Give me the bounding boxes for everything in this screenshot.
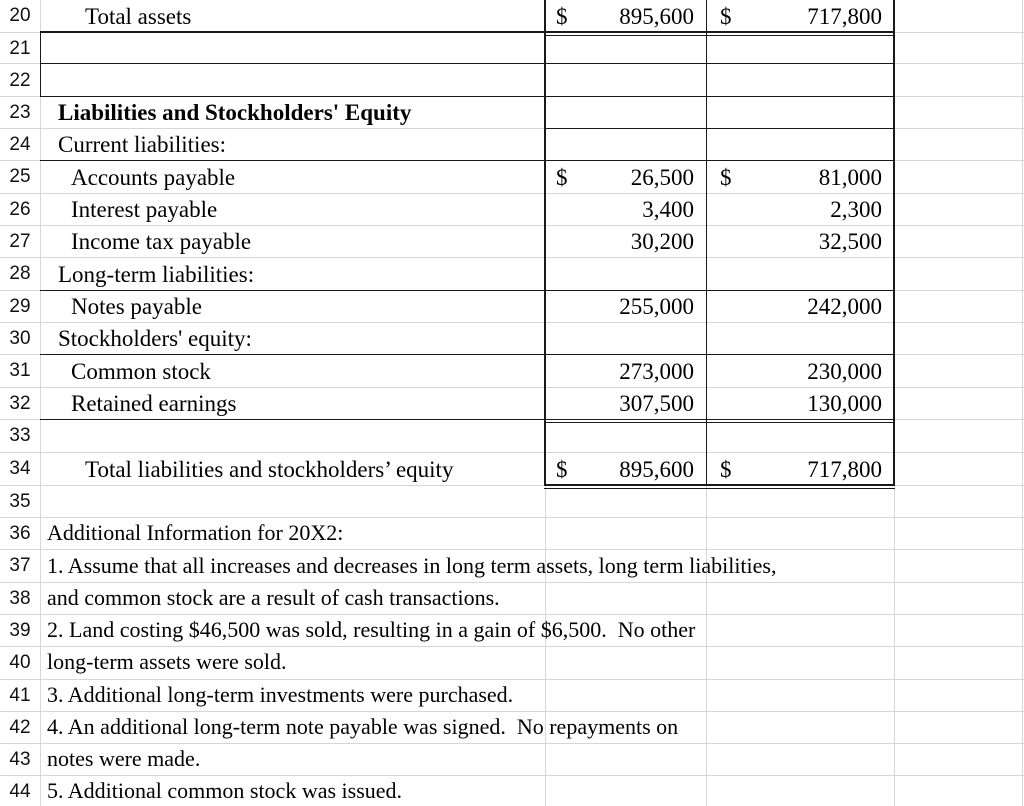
row-number: 33 [9,425,31,446]
row-28 [0,257,1024,290]
row-number: 24 [9,134,31,155]
value-current-year: 30,200 [630,229,694,254]
value-prior-year: 717,800 [807,4,882,29]
row-35 [0,485,1024,517]
value-current-year: 895,600 [619,4,694,29]
row-38 [0,582,1024,614]
subsection-label: Stockholders' equity: [58,326,252,351]
row-27 [0,225,1024,257]
row-40 [0,646,1024,679]
row-number: 41 [9,685,31,706]
subsection-label: Long-term liabilities: [58,262,255,287]
row-44 [0,775,1024,806]
label-interest-payable: Interest payable [71,197,218,222]
label-total-assets: Total assets [85,4,192,29]
row-number: 42 [9,717,31,738]
dollar-sign: $ [720,4,732,29]
value-current-year: 307,500 [619,391,694,416]
label-total-liabilities-equity: Total liabilities and stockholders’ equity [85,457,454,482]
row-number: 32 [9,393,31,414]
value-current-year: 26,500 [630,165,694,190]
row-number: 28 [9,263,31,284]
row-37 [0,549,1024,582]
row-25 [0,160,1024,193]
row-number: 40 [9,652,31,673]
subsection-label: Current liabilities: [58,132,226,157]
row-26 [0,193,1024,225]
row-21 [0,32,1024,64]
row-31 [0,354,1024,387]
label-common-stock: Common stock [71,359,211,384]
label-income-tax-payable: Income tax payable [71,229,252,254]
label-retained-earnings: Retained earnings [71,391,237,416]
row-number: 44 [9,781,31,802]
row-34 [0,452,1024,485]
note-line: 4. An additional long-term note payable was signed. No repayments on [47,714,679,739]
row-23 [0,96,1024,128]
dollar-sign: $ [556,165,568,190]
note-line: 3. Additional long-term investments were purchased. [47,682,514,707]
row-number: 26 [9,199,31,220]
note-line: 5. Additional common stock was issued. [47,778,403,803]
dollar-sign: $ [720,165,732,190]
row-number: 35 [9,491,31,512]
row-number: 38 [9,588,31,609]
note-line: and common stock are a result of cash transactions. [47,585,500,610]
row-number: 34 [9,458,31,479]
row-32 [0,387,1024,419]
additional-info-heading: Additional Information for 20X2: [47,520,344,545]
dollar-sign: $ [720,457,732,482]
value-current-year: 255,000 [619,294,694,319]
value-prior-year: 32,500 [818,229,882,254]
row-39 [0,614,1024,646]
row-43 [0,743,1024,775]
dollar-sign: $ [556,4,568,29]
row-number: 39 [9,620,31,641]
value-prior-year: 130,000 [807,391,882,416]
row-number: 29 [9,296,31,317]
row-number: 22 [9,70,31,91]
row-number: 21 [9,38,31,59]
row-number: 36 [9,523,31,544]
label-accounts-payable: Accounts payable [71,165,236,190]
note-line: 2. Land costing $46,500 was sold, resulting in a gain of $6,500. No other [47,617,696,642]
row-number: 23 [9,102,31,123]
dollar-sign: $ [556,457,568,482]
row-24 [0,128,1024,160]
row-number: 27 [9,231,31,252]
note-line: 1. Assume that all increases and decreases in long term assets, long term liabilities, [47,553,777,578]
section-heading: Liabilities and Stockholders' Equity [58,100,412,125]
value-current-year: 895,600 [619,457,694,482]
value-prior-year: 2,300 [830,197,882,222]
row-number: 20 [9,5,31,26]
row-41 [0,679,1024,711]
value-prior-year: 230,000 [807,359,882,384]
note-line: notes were made. [47,746,201,771]
label-notes-payable: Notes payable [71,294,202,319]
row-number: 30 [9,328,31,349]
row-number: 37 [9,555,31,576]
value-prior-year: 242,000 [807,294,882,319]
note-line: long-term assets were sold. [47,649,287,674]
value-current-year: 3,400 [642,197,694,222]
value-current-year: 273,000 [619,359,694,384]
row-42 [0,711,1024,743]
row-30 [0,322,1024,354]
value-prior-year: 717,800 [807,457,882,482]
row-number: 25 [9,166,31,187]
row-29 [0,290,1024,322]
value-prior-year: 81,000 [818,165,882,190]
row-36 [0,517,1024,549]
row-number: 43 [9,749,31,770]
row-33 [0,419,1024,452]
row-number: 31 [9,360,31,381]
row-20 [0,0,1024,32]
row-22 [0,64,1024,96]
